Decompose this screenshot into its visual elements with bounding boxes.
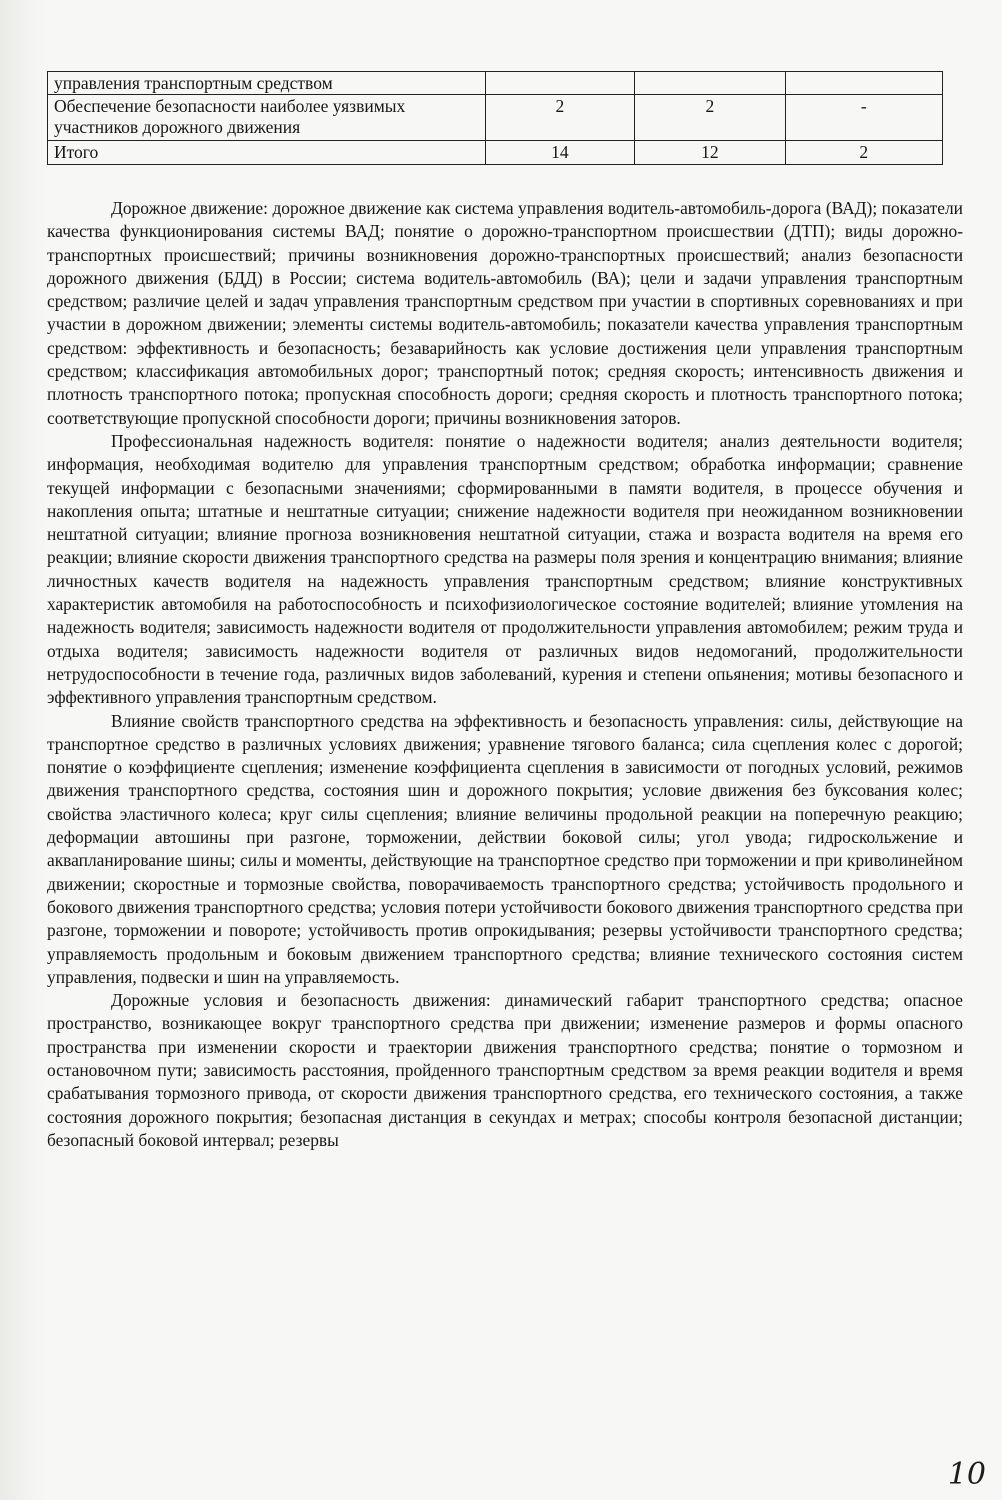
paragraph-vehicle-properties: Влияние свойств транспортного средства на эффективность и безопасность управления: силы, действующие на транспортное средство в различных условиях движения; уравнение тягового баланса; сила сцепления колес с дорогой; понятие о коэффициенте сцепления; изменение коэффициента сцепления в зависимости от погодных условий, режимов движения транспортного средства, состояния шин и дорожного покрытия; условие движения без буксования колес; свойства эластичного колеса; круг силы сцепления; влияние величины продольной реакции на поперечную реакцию; деформации автошины при разгоне, торможении, действии боковой силы; угол увода; гидроскольжение и аквапланирование шины; силы и моменты, действующие на транспортное средство при торможении и при криволинейном движении; скоростные и тормозные свойства, поворачиваемость транспортного средства; устойчивость продольного и бокового движения транспортного средства; условия потери устойчивости бокового движения транспортного средства при разгоне, торможении и повороте; устойчивость против опрокидывания; резервы устойчивости транспортного средства; управляемость продольным и боковым движением транспортного средства; влияние технического состояния систем управления, подвески и шин на управляемость.	[47, 710, 963, 987]
paragraph-driver-reliability: Профессиональная надежность водителя: понятие о надежности водителя; анализ деятельности водителя; информация, необходимая водителю для управления транспортным средством; обработка информации; сравнение текущей информации с безопасными значениями; сформированными в памяти водителя, в процессе обучения и накопления опыта; штатные и нештатные ситуации; снижение надежности водителя при неожиданном возникновении нештатной ситуации; влияние прогноза возникновения нештатной ситуации, стажа и возраста водителя на время его реакции; влияние скорости движения транспортного средства на размеры поля зрения и концентрацию внимания; влияние личностных качеств водителя на надежность управления транспортным средством; влияние конструктивных характеристик автомобиля на работоспособность и психофизиологическое состояние водителей; влияние утомления на надежность водителя; зависимость надежности водителя от продолжительности управления автомобилем; режим труда и отдыха водителя; зависимость надежности водителя от различных видов недомоганий, продолжительности нетрудоспособности в течение года, различных видов заболеваний, курения и степени опьянения; мотивы безопасного и эффективного управления транспортным средством.	[47, 430, 963, 708]
table-cell-theory	[635, 72, 785, 95]
table-cell-theory: 2	[635, 95, 785, 141]
table-cell-practice: -	[785, 95, 942, 141]
page-number: 10	[947, 1457, 986, 1492]
table-row	[48, 95, 943, 141]
scan-shadow	[0, 0, 46, 1500]
table-cell-practice: 2	[785, 141, 942, 165]
paragraph-road-conditions: Дорожные условия и безопасность движения: динамический габарит транспортного средства; опасное пространство, возникающее вокруг транспортного средства при движении; изменение размеров и формы опасного пространства при изменении скорости и траектории движения транспортного средства; понятие о тормозном и остановочном пути; зависимость расстояния, пройденного транспортным средством за время реакции водителя и время срабатывания тормозного привода, от скорости движения транспортного средства, его технического состояния, а также состояния дорожного покрытия; безопасная дистанция в секундах и метрах; способы контроля безопасной дистанции; безопасный боковой интервал; резервы	[47, 990, 963, 1150]
paragraph-road-traffic: Дорожное движение: дорожное движение как система управления водитель-автомобиль-дорога (ВАД); показатели качества функционирования системы ВАД; понятие о дорожно-транспортном происшествии (ДТП); виды дорожно-транспортных происшествий; причины возникновения дорожно-транспортных происшествий; анализ безопасности дорожного движения (БДД) в России; система водитель-автомобиль (ВА); цели и задачи управления транспортным средством; различие целей и задач управления транспортным средством при участии в спортивных соревнованиях и при участии в дорожном движении; элементы системы водитель-автомобиль; показатели качества управления транспортным средством: эффективность и безопасность; безаварийность как условие достижения цели управления транспортным средством; классификация автомобильных дорог; транспортный поток; средняя скорость; интенсивность движения и плотность транспортного потока; пропускная способность дороги; средняя скорость и плотность транспортного потока; соответствующие пропускной способности дороги; причины возникновения заторов.	[47, 198, 963, 428]
document-body	[47, 197, 963, 1152]
table-cell-topic: Итого	[48, 141, 486, 165]
table-cell-topic: управления транспортным средством	[48, 72, 486, 95]
table-row-total	[48, 141, 943, 165]
table-cell-total: 14	[485, 141, 634, 165]
table-cell-total	[485, 72, 634, 95]
table-row	[48, 72, 943, 95]
table-cell-practice	[785, 72, 942, 95]
table-cell-topic: Обеспечение безопасности наиболее уязвимых участников дорожного движения	[48, 95, 486, 141]
table-cell-theory: 12	[635, 141, 785, 165]
hours-table	[47, 71, 943, 165]
table-cell-total: 2	[485, 95, 634, 141]
